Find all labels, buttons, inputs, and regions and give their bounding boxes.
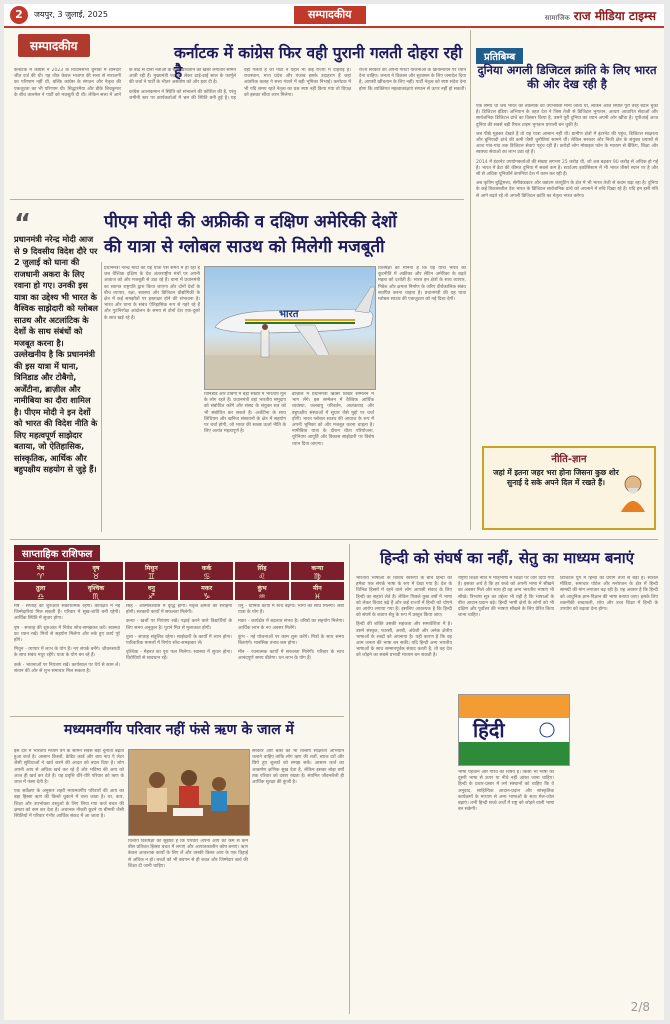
pratibimb-body bbox=[476, 104, 658, 444]
lead-headline-line1: पीएम मोदी की अफ्रीकी व दक्षिण अमेरिकी देशों bbox=[104, 212, 397, 232]
rashi-symbol-icon: ♊ bbox=[147, 572, 155, 581]
lead-paragraph: त्रिनिडाड और टोबैगो में बड़ी संख्या में भारतीय मूल के लोग रहते हैं। प्रधानमंत्री वहां भारतीय समुदाय को संबोधित करेंगे और संसद के संयुक्त सत्र को भी संबोधित कर सकते हैं। अर्जेंटीना के साथ लिथियम और खनिज संसाधनों के क्षेत्र में सहयोग पर चर्चा होगी, जो भारत की स्वच्छ ऊर्जा नीति के लिए अत्यंत महत्वपूर्ण है। bbox=[204, 392, 286, 435]
niti-gyan-box bbox=[482, 446, 656, 530]
rashi-name: मकर bbox=[201, 585, 213, 592]
lead-paragraph: प्रधानमंत्री नरेन्द्र मोदी की यह यात्रा ऐसे समय में हो रही है जब वैश्विक दक्षिण के देश अंतरराष्ट्रीय मंचों पर अपनी आवाज को और मजबूती से उठा रहे हैं। घाना में प्रधानमंत्री का स्वागत राष्ट्रपति द्वारा किया जाएगा और दोनों देशों के बीच व्यापार, रक्षा, स्वास्थ्य और डिजिटल प्रौद्योगिकी के क्षेत्र में कई समझौतों पर हस्ताक्षर होने की संभावना है। भारत और घाना के संबंध ऐतिहासिक रूप से गहरे रहे हैं और गुटनिरपेक्ष आंदोलन के समय से दोनों देश एक-दूसरे के साथ खड़े रहे हैं। bbox=[104, 266, 200, 321]
rashi-name: मीन bbox=[312, 585, 322, 592]
rashi-cell bbox=[125, 562, 178, 580]
rashi-symbol-icon: ♈ bbox=[37, 572, 45, 581]
rashi-paragraph: तुला - सप्ताह संतुलित रहेगा। साझेदारी के कार्यों में लाभ होगा। पारिवारिक मामलों में निर्णय सोच-समझकर लें। bbox=[126, 634, 232, 647]
hindi-body-col2b bbox=[458, 770, 554, 1012]
rashi-cell bbox=[69, 582, 122, 600]
rashi-symbol-icon: ♍ bbox=[313, 572, 321, 581]
pratibimb-paragraph: जब पीछे मुड़कर देखते हैं तो यह यात्रा आसान नहीं थी। ग्रामीण क्षेत्रों में इंटरनेट की पहुंच, डिजिटल साक्षरता और बुनियादी ढांचे की कमी जैसी चुनौतियां सामने थीं। लेकिन सरकार और निजी क्षेत्र के संयुक्त प्रयासों से आज गांव-गांव तक डिजिटल सेवाएं पहुंच रही हैं। करोड़ों लोग मोबाइल फोन के माध्यम से बैंकिंग, शिक्षा और स्वास्थ्य सेवाओं का लाभ उठा रहे हैं। bbox=[476, 131, 658, 156]
tricolor-illustration bbox=[459, 695, 569, 765]
plane-tail bbox=[355, 287, 375, 313]
lead-quote bbox=[14, 209, 98, 534]
brand-name: राज मीडिया टाइम्स bbox=[573, 9, 656, 23]
newspaper-page bbox=[4, 4, 664, 1020]
editorial-body bbox=[14, 68, 466, 196]
pratibimb-paragraph: 2014 में इंटरनेट उपयोगकर्ताओं की संख्या लगभग 25 करोड़ थी, जो अब बढ़कर 90 करोड़ से अधिक हो गई है। भारत में डेटा की कीमत दुनिया में सबसे कम है। स्टार्टअप इकोसिस्टम में भी भारत तीसरे स्थान पर है और सौ से अधिक यूनिकॉर्न कंपनियां देश में काम कर रही हैं। bbox=[476, 159, 658, 178]
rashi-symbol-icon: ♎ bbox=[37, 592, 45, 601]
hindi-paragraph: हिन्दी की शक्ति उसकी सहजता और समावेशिता में है। उसने संस्कृत, फारसी, अरबी, अंग्रेजी और अनेक क्षेत्रीय भाषाओं के शब्दों को अपनाया है। यही कारण है कि वह आम जनता की भाषा बन सकी। यदि हिन्दी अन्य भारतीय भाषाओं के साथ सम्मानपूर्वक संवाद करती है, तो वह देश को जोड़ने का सबसे प्रभावी माध्यम बन सकती है। bbox=[356, 622, 452, 659]
rashi-cell bbox=[235, 582, 288, 600]
hindi-body-col1 bbox=[356, 576, 452, 1012]
rashi-symbol-icon: ♒ bbox=[258, 592, 266, 601]
family-headline: मध्यमवर्गीय परिवार नहीं फंसे ऋण के जाल में bbox=[64, 722, 294, 738]
rashi-symbol-icon: ♑ bbox=[203, 592, 211, 601]
rashi-cell bbox=[125, 582, 178, 600]
hindi-paragraph: भाषा पहचान और गौरव का विषय है। किसी भी भाषा को दूसरी भाषा से ऊपर या नीचे नहीं आंका जाना चाहिए। हिन्दी के प्रचार-प्रसार में लगे संस्थानों को चाहिए कि वे अनुवाद, साहित्यिक आदान-प्रदान और सांस्कृतिक कार्यक्रमों के माध्यम से अन्य भाषाओं के साथ मेल-जोल बढ़ाएं। तभी हिन्दी सच्चे अर्थों में राष्ट्र को जोड़ने वाली भाषा बन सकेगी। bbox=[458, 770, 554, 813]
pratibimb-headline: दुनिया अगली डिजिटल क्रांति के लिए भारत की ओर देख रही है bbox=[477, 63, 657, 91]
newspaper-brand bbox=[545, 7, 656, 24]
sage-icon bbox=[616, 472, 650, 512]
family-paragraph: वित्तीय विशेषज्ञों का सुझाव है कि परिवार अपनी आय का कम से कम बीस प्रतिशत हिस्सा बचत में लगाएं और आपातकालीन कोष बनाएं। ऋण केवल आवश्यक कार्यों के लिए लें और उसकी किस्त आय के एक तिहाई से अधिक न हो। बच्चों को भी बचपन से ही बचत और जिम्मेदार खर्च की शिक्षा दी जानी चाहिए। bbox=[128, 839, 248, 869]
rashifal-tag: साप्ताहिक राशिफल bbox=[14, 545, 100, 561]
hindi-image-word: हिंदी bbox=[473, 718, 505, 742]
issue-date: जयपुर, 3 जुलाई, 2025 bbox=[34, 10, 108, 19]
rashi-cell bbox=[14, 562, 67, 580]
rashi-cell bbox=[69, 562, 122, 580]
rashi-paragraph: मिथुन - व्यापार में लाभ के योग हैं। नए संपर्क बनेंगे। जीवनसाथी के साथ संबंध मधुर रहेंगे। यात्रा के योग बन रहे हैं। bbox=[14, 647, 120, 659]
lead-headline bbox=[104, 210, 464, 260]
lead-body-col1 bbox=[104, 266, 200, 530]
rashi-name: कर्क bbox=[201, 565, 212, 572]
brand-prefix: सामाजिक bbox=[544, 14, 570, 22]
pm-plane-photo bbox=[204, 266, 376, 390]
rashi-cell bbox=[235, 562, 288, 580]
rashi-cell bbox=[180, 562, 233, 580]
rashi-paragraph: मकर - कार्यक्षेत्र में बदलाव संभव है। वरिष्ठों का सहयोग मिलेगा। आर्थिक लाभ के नए अवसर मिलेंगे। bbox=[238, 619, 344, 631]
rashi-paragraph: धनु - धार्मिक कार्यों में रुचि बढ़ेगी। भाग्य का साथ मिलेगा। लंबी यात्रा के योग हैं। bbox=[238, 604, 344, 616]
family-body-col2 bbox=[128, 839, 248, 1014]
lead-paragraph: ब्राज़ील में प्रधानमंत्री ब्रिक्स शिखर सम्मेलन में भाग लेंगे। इस सम्मेलन में वैश्विक आर्थिक व्यवस्था, जलवायु परिवर्तन, आतंकवाद और बहुपक्षीय संस्थाओं में सुधार जैसे मुद्दों पर चर्चा होगी। भारत ग्लोबल साउथ की आवाज के रूप में अपनी भूमिका को और मजबूत करना चाहता है। नामीबिया यात्रा के दौरान चीता परियोजना, यूरेनियम आपूर्ति और विकास साझेदारी पर विशेष ध्यान दिया जाएगा। bbox=[292, 392, 374, 447]
lead-body-col2 bbox=[204, 392, 374, 530]
rashi-cell bbox=[291, 582, 344, 600]
rashi-cell bbox=[14, 582, 67, 600]
niti-gyan-text: जहां में इतना जहर भरा होना जिसना कुछ शोर सुनाई दे सके अपने दिल में रखते हैं। bbox=[493, 468, 619, 487]
rashi-name: मेष bbox=[37, 565, 45, 572]
family-paragraph: सरकार और बैंकों को भी वित्तीय साक्षरता अभियान चलाने चाहिए ताकि लोग ऋण की शर्तों, ब्याज दरों और छिपे हुए शुल्कों को समझ सकें। आसान कर्ज का आकर्षण क्षणिक सुख देता है, लेकिन इसका बोझ वर्षों तक परिवार को दबाए रखता है। संयमित जीवनशैली ही आर्थिक सुरक्षा की कुंजी है। bbox=[252, 749, 344, 786]
hindi-paragraph: भारतीय भाषाओं के विविध स्वरूपों के बीच हिन्दी को हमेशा एक संपर्क भाषा के रूप में देखा गया है। देश के विभिन्न हिस्सों में रहने वाले लोग आपसी संवाद के लिए हिन्दी का सहारा लेते हैं। लेकिन पिछले कुछ वर्षों में भाषा को लेकर विवाद बढ़े हैं और कई राज्यों में हिन्दी को थोपने का आरोप लगाया गया है। इसलिए आवश्यक है कि हिन्दी को संघर्ष के बजाय सेतु के रूप में प्रस्तुत किया जाए। bbox=[356, 576, 452, 619]
person-body bbox=[262, 330, 268, 340]
plane-illustration bbox=[205, 267, 375, 389]
rashi-paragraph: कर्क - भावनाओं पर नियंत्रण रखें। कार्यस्थल पर धैर्य से काम लें। संतान की ओर से शुभ समाचार मिल सकता है। bbox=[14, 662, 120, 674]
rashi-paragraph: मेष - सप्ताह की शुरुआत सकारात्मक रहेगी। कार्यक्षेत्र में नई जिम्मेदारियां मिल सकती हैं। परिवार में सुख-शांति बनी रहेगी। आर्थिक स्थिति में सुधार होगा। bbox=[14, 604, 120, 622]
rashi-symbol-icon: ♉ bbox=[92, 572, 100, 581]
rashi-paragraph: वृश्चिक - मेहनत का पूरा फल मिलेगा। स्वास्थ्य में सुधार होगा। विरोधियों से सावधान रहें। bbox=[126, 650, 232, 662]
rashi-paragraph: सिंह - आत्मविश्वास में वृद्धि होगी। नेतृत्व क्षमता की सराहना होगी। सरकारी कार्यों में सफलता मिलेगी। bbox=[126, 604, 232, 616]
tarmac bbox=[205, 355, 375, 389]
family-body-col3 bbox=[252, 749, 344, 1014]
rashi-paragraph: कन्या - खर्चों पर नियंत्रण रखें। पढ़ाई करने वाले विद्यार्थियों के लिए समय अनुकूल है। पुराने मित्र से मुलाकात होगी। bbox=[126, 619, 232, 631]
rashi-name: धनु bbox=[147, 585, 155, 592]
editorial-paragraph: राज्य सरकार को अपनी गारंटी योजनाओं के क्रियान्वयन पर ध्यान देना चाहिए। जनता ने विकास और सुशासन के लिए जनादेश दिया है, आपसी खींचतान के लिए नहीं। पार्टी नेतृत्व को स्पष्ट संदेश देना होगा कि व्यक्तिगत महत्वाकांक्षाएं संगठन से ऊपर नहीं हो सकतीं। bbox=[359, 68, 466, 92]
rashi-symbol-icon: ♋ bbox=[203, 572, 211, 581]
plane-stripe-green bbox=[245, 322, 355, 324]
pratibimb-paragraph: एक समय था जब भारत को तकनीक का उपभोक्ता माना जाता था, लेकिन आज स्थिति पूरी तरह बदल चुकी है। डिजिटल इंडिया अभियान के तहत देश ने जिस तेजी से डिजिटल भुगतान, आधार आधारित सेवाओं और सार्वजनिक डिजिटल ढांचे का विस्तार किया है, उसने पूरी दुनिया का ध्यान अपनी ओर खींचा है। यूपीआई आज दुनिया की सबसे बड़ी रियल टाइम भुगतान प्रणाली बन चुकी है। bbox=[476, 104, 658, 128]
page-indicator: 2/8 bbox=[630, 1000, 650, 1014]
rashifal-body bbox=[14, 604, 344, 712]
family-illustration bbox=[129, 750, 249, 835]
plane-stripe-saffron bbox=[245, 319, 355, 321]
section-title: सम्पादकीय bbox=[294, 6, 366, 24]
family-photo bbox=[128, 749, 250, 836]
family-body-col1 bbox=[14, 749, 124, 1014]
rashi-symbol-icon: ♏ bbox=[92, 592, 100, 601]
hindi-body-col3 bbox=[560, 576, 658, 996]
rashi-name: कन्या bbox=[311, 565, 324, 572]
column-divider bbox=[470, 30, 471, 530]
rashi-name: सिंह bbox=[257, 565, 267, 572]
editorial-tag: सम्पादकीय bbox=[18, 34, 90, 57]
row-divider bbox=[10, 199, 464, 200]
family-paragraph: एक सर्वेक्षण के अनुसार शहरी मध्यमवर्गीय परिवारों की आय का बड़ा हिस्सा ऋण की किस्तें चुकाने में चला जाता है। घर, कार, शिक्षा और उपभोक्ता वस्तुओं के लिए लिया गया कर्ज बचत की क्षमता को कम कर देता है। अचानक नौकरी छूटने या बीमारी जैसी स्थितियों में परिवार गंभीर आर्थिक संकट में आ जाता है। bbox=[14, 789, 124, 820]
lead-paragraph: विशेषज्ञों का मानना है कि यह यात्रा भारत की कूटनीति में अफ्रीका और लैटिन अमेरिका के बढ़ते महत्व को दर्शाती है। भारत इन क्षेत्रों के साथ व्यापार, निवेश और क्षमता निर्माण के जरिए दीर्घकालिक संबंध स्थापित करना चाहता है। प्रधानमंत्री की यह यात्रा ग्लोबल साउथ की एकजुटता को नई दिशा देगी। bbox=[378, 266, 466, 303]
lead-body-col3 bbox=[378, 266, 466, 530]
lead-quote-text: प्रधानमंत्री नरेन्द्र मोदी आज से 9 दिवसीय विदेश दौरे पर 2 जुलाई को घाना की राजधानी अकरा के लिए रवाना हो गए। उनकी इस यात्रा का उद्देश्य भी भारत के वैश्विक साझेदारी को ग्लोबल साउथ और अटलांटिक के देशों के साथ संबंधों को मजबूत करना है। उल्लेखनीय है कि प्रधानमंत्री की इस यात्रा में घाना, त्रिनिडाड और टोबैगो, अर्जेंटीना, ब्राज़ील और नामीबिया का दौरा शामिल है। पीएम मोदी ने इन देशों को भारत की विदेश नीति के लिए महत्वपूर्ण साझेदार बताया, जो ऐतिहासिक, सांस्कृतिक, आर्थिक और बहुपक्षीय सहयोग से जुड़े हैं। bbox=[14, 234, 98, 474]
rashi-name: वृष bbox=[92, 565, 100, 572]
hindi-paragraph: राष्ट्रीय शिक्षा नीति में मातृभाषा में शिक्षा पर जोर दिया गया है। इसका अर्थ है कि हर बच्चे को अपनी भाषा में सीखने का अवसर मिले और साथ ही वह अन्य भारतीय भाषाएं भी सीखे। त्रिभाषा सूत्र का उद्देश्य भी यही है कि भाषाओं के बीच आदान-प्रदान बढ़े। हिन्दी भाषी क्षेत्रों के लोगों को भी दक्षिण और पूर्वोत्तर की भाषाएं सीखने के लिए प्रेरित किया जाना चाहिए। bbox=[458, 576, 554, 619]
rashi-grid bbox=[14, 562, 344, 600]
rashi-name: कुंभ bbox=[257, 585, 267, 592]
column-divider bbox=[349, 544, 350, 1014]
rashi-cell bbox=[291, 562, 344, 580]
hindi-flag-image bbox=[458, 694, 570, 766]
page-number: 2 bbox=[10, 6, 28, 24]
rashi-cell bbox=[180, 582, 233, 600]
rashi-name: वृश्चिक bbox=[87, 585, 105, 592]
column-divider bbox=[101, 262, 102, 532]
lead-headline-line2: की यात्रा से ग्लोबल साउथ को मिलेगी मजबूती bbox=[104, 237, 385, 257]
rashi-symbol-icon: ♌ bbox=[258, 572, 266, 581]
family-paragraph: इस दौर में भारतीय मध्यम वर्ग के सामने सबसे बड़ी चुनौती बढ़ता हुआ कर्ज है। आसान किस्तों, क्रेडिट कार्ड और बाय नाउ पे लेटर जैसी सुविधाओं ने खर्च करने की आदत को बदल दिया है। लोग अपनी आय से अधिक खर्च कर रहे हैं और भविष्य की आय को आज ही खर्च कर देते हैं। यह प्रवृत्ति धीरे-धीरे परिवार को ऋण के जाल में फंसा देती है। bbox=[14, 749, 124, 786]
editorial-paragraph: कर्नाटक में कांग्रेस ने 2023 के विधानसभा चुनावों में शानदार जीत दर्ज की थी। यह जीत केवल भाजपा की सत्ता से नाराजगी का परिणाम नहीं थी, बल्कि कांग्रेस के संगठन और नेतृत्व की एकजुटता का भी परिणाम थी। सिद्धारमैया और डीके शिवकुमार के बीच तालमेल ने पार्टी को मजबूती दी थी। लेकिन सत्ता में आने के बाद से दोनों नेताओं के बीच खींचतान की खबरें लगातार सामने आती रही हैं। मुख्यमंत्री पद को लेकर ढाई-ढाई साल के फार्मूले की चर्चा ने पार्टी के भीतर असंतोष को और हवा दी है। bbox=[14, 68, 236, 98]
plane-lettering: भारत bbox=[279, 309, 299, 320]
person-head bbox=[262, 324, 268, 330]
hindi-body-col2 bbox=[458, 576, 554, 688]
rashi-paragraph: मीन - रचनात्मक कार्यों में सफलता मिलेगी। परिवार के साथ आनंदपूर्ण समय बीतेगा। धन लाभ के योग हैं। bbox=[238, 650, 344, 662]
niti-gyan-title: नीति-ज्ञान bbox=[551, 454, 587, 465]
rashi-paragraph: वृष - सप्ताह की शुरुआत में निवेश सोच-समझकर करें। स्वास्थ्य का ध्यान रखें। मित्रों से सहयोग मिलेगा और रुके हुए कार्य पूरे होंगे। bbox=[14, 625, 120, 644]
hindi-headline: हिन्दी को संघर्ष का नहीं, सेतु का माध्यम बनाएं bbox=[380, 549, 634, 567]
rashi-name: तुला bbox=[36, 585, 46, 592]
editorial-paragraph: कांग्रेस आलाकमान ने स्थिति को संभालने की कोशिश की है, परंतु जमीनी स्तर पर कार्यकर्ताओं में भ्रम की स्थिति बनी हुई है। यह वही गलती है जो पार्टी ने पहले भी कई राज्यों में दोहराई है। राजस्थान, मध्य प्रदेश और पंजाब इसके उदाहरण हैं जहां आंतरिक कलह ने सत्ता गंवाने में बड़ी भूमिका निभाई। कर्नाटक में भी यदि समय रहते नेतृत्व का प्रश्न स्पष्ट नहीं किया गया तो विपक्ष को इसका सीधा लाभ मिलेगा। bbox=[129, 68, 351, 101]
rashi-paragraph: कुंभ - नई योजनाओं पर काम शुरू करेंगे। मित्रों के साथ समय बिताएंगे। मानसिक तनाव कम होगा। bbox=[238, 634, 344, 647]
row-divider bbox=[10, 539, 658, 540]
pratibimb-paragraph: अब कृत्रिम बुद्धिमत्ता, सेमीकंडक्टर और क्वांटम कंप्यूटिंग के क्षेत्र में भी भारत तेजी से कदम बढ़ा रहा है। दुनिया के कई विकासशील देश भारत के डिजिटल सार्वजनिक ढांचे को अपनाने में रुचि दिखा रहे हैं। यदि हम इसी गति से आगे बढ़ते रहे तो अगली डिजिटल क्रांति का नेतृत्व भारत करेगा। bbox=[476, 181, 658, 199]
pratibimb-tag: प्रतिबिम्ब bbox=[476, 48, 523, 64]
quote-mark-icon: “ bbox=[14, 209, 32, 239]
row-divider bbox=[10, 716, 344, 717]
masthead-bar bbox=[4, 4, 664, 28]
rashi-name: मिथुन bbox=[144, 565, 158, 572]
hindi-paragraph: डिजिटल युग में हिन्दी का प्रयोग तेजी से बढ़ा है। सोशल मीडिया, समाचार पोर्टल और मनोरंजन के क्षेत्र में हिन्दी सामग्री की मांग लगातार बढ़ रही है। यह अवसर है कि हिन्दी को आधुनिक ज्ञान-विज्ञान की भाषा बनाया जाए। इसके लिए तकनीकी शब्दावली, शोध और उच्च शिक्षा में हिन्दी के उपयोग को बढ़ावा देना होगा। bbox=[560, 576, 658, 613]
editorial-headline: कर्नाटक में कांग्रेस फिर वही पुरानी गलती दोहरा रही है bbox=[174, 44, 463, 81]
rashi-symbol-icon: ♓ bbox=[313, 592, 321, 601]
rashi-symbol-icon: ♐ bbox=[147, 592, 155, 601]
